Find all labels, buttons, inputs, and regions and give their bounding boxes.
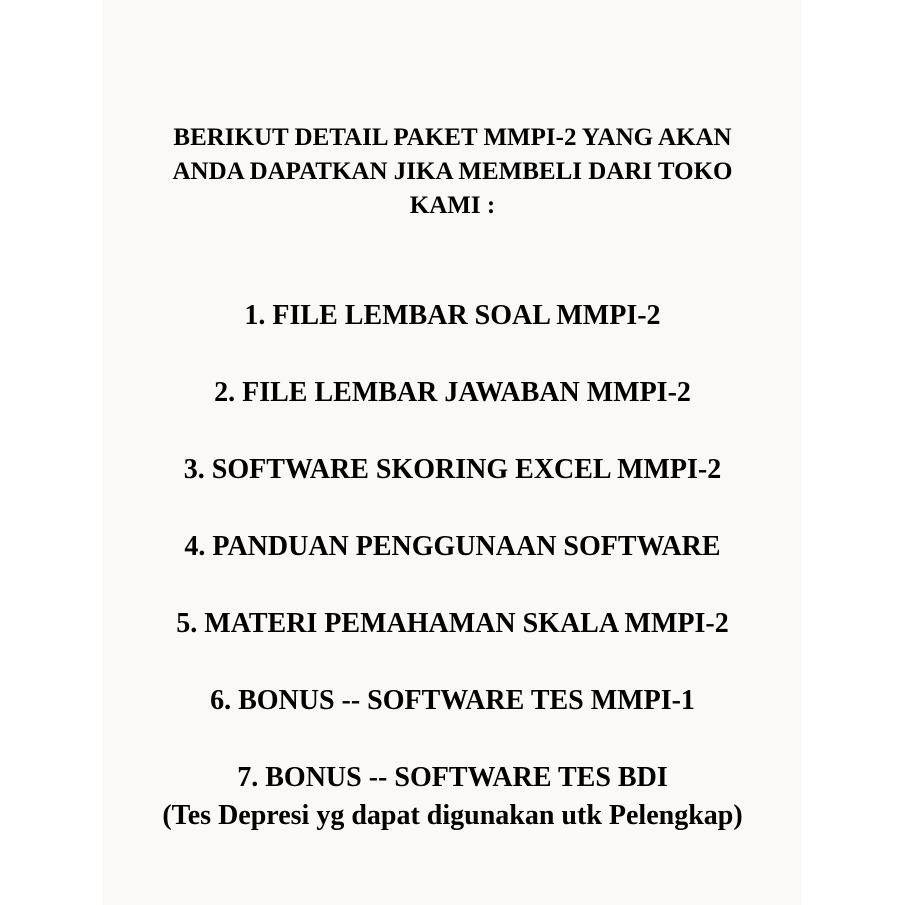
heading-line-2: ANDA DAPATKAN JIKA MEMBELI DARI TOKO xyxy=(172,158,733,185)
package-item-7: 7. BONUS -- SOFTWARE TES BDI xyxy=(237,762,668,793)
package-item-2: 2. FILE LEMBAR JAWABAN MMPI-2 xyxy=(214,377,691,408)
package-item-4: 4. PANDUAN PENGGUNAAN SOFTWARE xyxy=(184,531,721,562)
package-item-3: 3. SOFTWARE SKORING EXCEL MMPI-2 xyxy=(183,454,722,485)
package-item-1: 1. FILE LEMBAR SOAL MMPI-2 xyxy=(244,300,661,331)
heading-line-3: KAMI : xyxy=(409,192,496,219)
package-item-7-note: (Tes Depresi yg dapat digunakan utk Pelengkap) xyxy=(162,800,743,831)
package-item-6: 6. BONUS -- SOFTWARE TES MMPI-1 xyxy=(210,685,695,716)
package-item-5: 5. MATERI PEMAHAMAN SKALA MMPI-2 xyxy=(176,608,729,639)
heading-line-1: BERIKUT DETAIL PAKET MMPI-2 YANG AKAN xyxy=(173,124,732,151)
